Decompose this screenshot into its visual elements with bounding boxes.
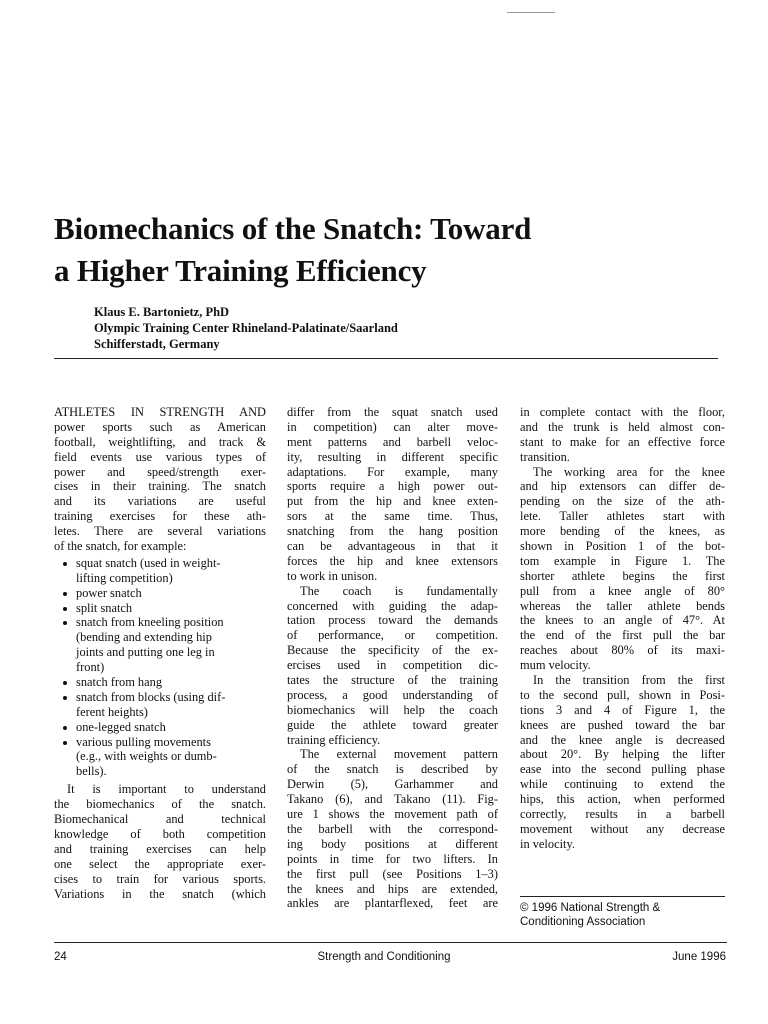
text-line: to the second pull, shown in Posi-	[520, 687, 725, 702]
text-line: forces the hip and knee extensors	[287, 553, 498, 568]
text-line: the barbell with the correspond-	[287, 821, 498, 836]
body-paragraph	[54, 782, 266, 901]
copyright-notice	[520, 901, 725, 929]
list-item	[54, 675, 266, 690]
text-line: power sports such as American	[54, 419, 266, 434]
text-line: training exercises for these ath-	[54, 509, 266, 524]
text-line: football, weightlifting, and track &	[54, 434, 266, 449]
text-line: Biomechanical and technical	[54, 812, 266, 827]
list-item	[54, 556, 266, 586]
journal-name: Strength and Conditioning	[317, 951, 451, 963]
text-line: squat snatch (used in weight-	[76, 555, 221, 570]
text-line: while continuing to extend the	[520, 777, 725, 792]
text-line: tates the structure of the training	[287, 673, 498, 688]
text-line: put from the hip and knee exten-	[287, 494, 498, 509]
text-line: The coach is fundamentally	[300, 583, 498, 598]
text-line: The working area for the knee	[533, 464, 725, 479]
list-item	[54, 601, 266, 616]
top-hairline	[507, 12, 555, 13]
author-name: Klaus E. Bartonietz, PhD	[94, 305, 230, 319]
author-affiliation: Olympic Training Center Rhineland-Palatinate/Saarland	[94, 321, 398, 335]
text-line: Because the specificity of the ex-	[287, 643, 498, 658]
text-line: tation process toward the demands	[287, 613, 498, 628]
text-line: snatch from hang	[76, 675, 163, 690]
text-line: transition.	[520, 449, 570, 464]
page-number: 24	[54, 951, 67, 963]
text-line: process, a good understanding of	[287, 687, 498, 702]
text-column-2	[287, 405, 498, 911]
text-line: pending on the size of the ath-	[520, 494, 725, 509]
text-line: of the snatch is described by	[287, 762, 498, 777]
text-line: and the trunk is held almost con-	[520, 419, 725, 434]
body-paragraph	[520, 673, 725, 852]
text-line: snatching from the hang position	[287, 524, 498, 539]
text-line: lete. Taller athletes start with	[520, 509, 725, 524]
copyright-line: Conditioning Association	[520, 916, 646, 928]
text-line: in velocity.	[520, 836, 575, 851]
text-line: ATHLETES IN STRENGTH AND	[54, 405, 266, 419]
text-line: snatch from kneeling position	[76, 615, 224, 630]
title-line: Biomechanics of the Snatch: Toward	[54, 211, 532, 246]
text-line: field events use various types of	[54, 449, 266, 464]
text-line: front)	[76, 660, 105, 675]
author-location: Schifferstadt, Germany	[94, 337, 220, 351]
text-line: movement without any decrease	[520, 821, 725, 836]
body-paragraph	[287, 747, 498, 911]
text-line: to work in unison.	[287, 568, 378, 583]
title-line: a Higher Training Efficiency	[54, 253, 427, 288]
text-line: ing body positions at different	[287, 836, 498, 851]
text-line: ure 1 shows the movement path of	[287, 807, 498, 822]
text-line: Takano (6), and Takano (11). Fig-	[287, 792, 498, 807]
text-line: shorter athlete begins the first	[520, 568, 725, 583]
text-line: shown in Position 1 of the bot-	[520, 539, 725, 554]
text-line: Variations in the snatch (which	[54, 886, 266, 901]
text-line: training efficiency.	[287, 732, 381, 747]
text-line: power and speed/strength exer-	[54, 464, 266, 479]
text-line: bells).	[76, 764, 107, 779]
text-line: snatch from blocks (using dif-	[76, 689, 226, 704]
text-line: lifting competition)	[76, 570, 173, 585]
text-line: (bending and extending hip	[76, 630, 212, 645]
text-line: It is important to understand	[67, 782, 266, 797]
intro-paragraph	[54, 405, 266, 554]
text-line: In the transition from the first	[533, 673, 725, 688]
text-line: and hip extensors can differ de-	[520, 479, 725, 494]
text-line: adaptations. For example, many	[287, 464, 498, 479]
author-block	[94, 304, 694, 352]
body-paragraph	[520, 405, 725, 465]
text-line: differ from the squat snatch used	[287, 405, 498, 419]
text-line: of performance, or competition.	[287, 628, 498, 643]
text-line: cises in their training. The snatch	[54, 479, 266, 494]
text-line: split snatch	[76, 600, 133, 615]
list-item	[54, 586, 266, 601]
text-line: sors at the same time. Thus,	[287, 509, 498, 524]
issue-date: June 1996	[672, 951, 726, 963]
list-item	[54, 690, 266, 720]
text-line: ercises used in competition dic-	[287, 658, 498, 673]
list-item	[54, 735, 266, 780]
footer-divider	[54, 942, 727, 943]
text-line: biomechanics will help the coach	[287, 702, 498, 717]
body-paragraph	[287, 584, 498, 748]
text-line: joints and putting one leg in	[76, 645, 215, 660]
text-line: hips, this action, when performed	[520, 792, 725, 807]
text-line: sports require a high power out-	[287, 479, 498, 494]
text-line: mum velocity.	[520, 658, 591, 673]
text-line: knees are pushed toward the bar	[520, 717, 725, 732]
text-line: cises to train for various sports.	[54, 871, 266, 886]
text-line: ferent heights)	[76, 704, 148, 719]
text-line: of the snatch, for example:	[54, 539, 187, 554]
text-line: ment patterns and barbell veloc-	[287, 434, 498, 449]
text-line: about 20°. By helping the lifter	[520, 747, 725, 762]
text-line: tom example in Figure 1. The	[520, 553, 725, 568]
text-line: more bending of the knees, as	[520, 524, 725, 539]
text-line: whereas the taller athlete bends	[520, 598, 725, 613]
text-line: ity, resulting in different specific	[287, 449, 498, 464]
text-line: the biomechanics of the snatch.	[54, 797, 266, 812]
body-paragraph	[520, 465, 725, 673]
text-line: The external movement pattern	[300, 747, 498, 762]
text-line: in competition) can alter move-	[287, 419, 498, 434]
list-item	[54, 720, 266, 735]
text-line: and its variations are useful	[54, 494, 266, 509]
text-line: the first pull (see Positions 1–3)	[287, 866, 498, 881]
text-line: one-legged snatch	[76, 719, 166, 734]
text-line: guide the athlete toward greater	[287, 717, 498, 732]
text-line: tions 3 and 4 of Figure 1, the	[520, 702, 725, 717]
text-line: knowledge of both competition	[54, 826, 266, 841]
text-line: the knees to an angle of 47°. At	[520, 613, 725, 628]
text-line: the knees and hips are extended,	[287, 881, 498, 896]
snatch-variations-list	[54, 556, 266, 779]
text-line: one select the appropriate exer-	[54, 856, 266, 871]
header-divider	[54, 358, 718, 359]
text-line: concerned with guiding the adap-	[287, 598, 498, 613]
text-line: can be advantageous in that it	[287, 539, 498, 554]
text-line: Derwin (5), Garhammer and	[287, 777, 498, 792]
text-column-3	[520, 405, 725, 852]
text-line: letes. There are several variations	[54, 524, 266, 539]
article-title	[54, 208, 734, 292]
text-line: correctly, results in a barbell	[520, 807, 725, 822]
text-line: pull from a knee angle of 80°	[520, 583, 725, 598]
copyright-line: © 1996 National Strength &	[520, 902, 661, 914]
text-line: (e.g., with weights or dumb-	[76, 749, 217, 764]
text-line: and training exercises can help	[54, 841, 266, 856]
text-line: ease into the second pulling phase	[520, 762, 725, 777]
text-line: in complete contact with the floor,	[520, 405, 725, 419]
body-paragraph	[287, 405, 498, 584]
text-line: points in time for two lifters. In	[287, 851, 498, 866]
text-line: stant to make for an effective force	[520, 434, 725, 449]
list-item	[54, 615, 266, 675]
text-column-1	[54, 405, 266, 901]
text-line: various pulling movements	[76, 734, 211, 749]
text-line: ankles are plantarflexed, feet are	[287, 896, 498, 911]
text-line: reaches about 80% of its maxi-	[520, 643, 725, 658]
text-line: and the knee angle is decreased	[520, 732, 725, 747]
copyright-divider	[520, 896, 725, 897]
text-line: the end of the first pull the bar	[520, 628, 725, 643]
text-line: power snatch	[76, 585, 142, 600]
